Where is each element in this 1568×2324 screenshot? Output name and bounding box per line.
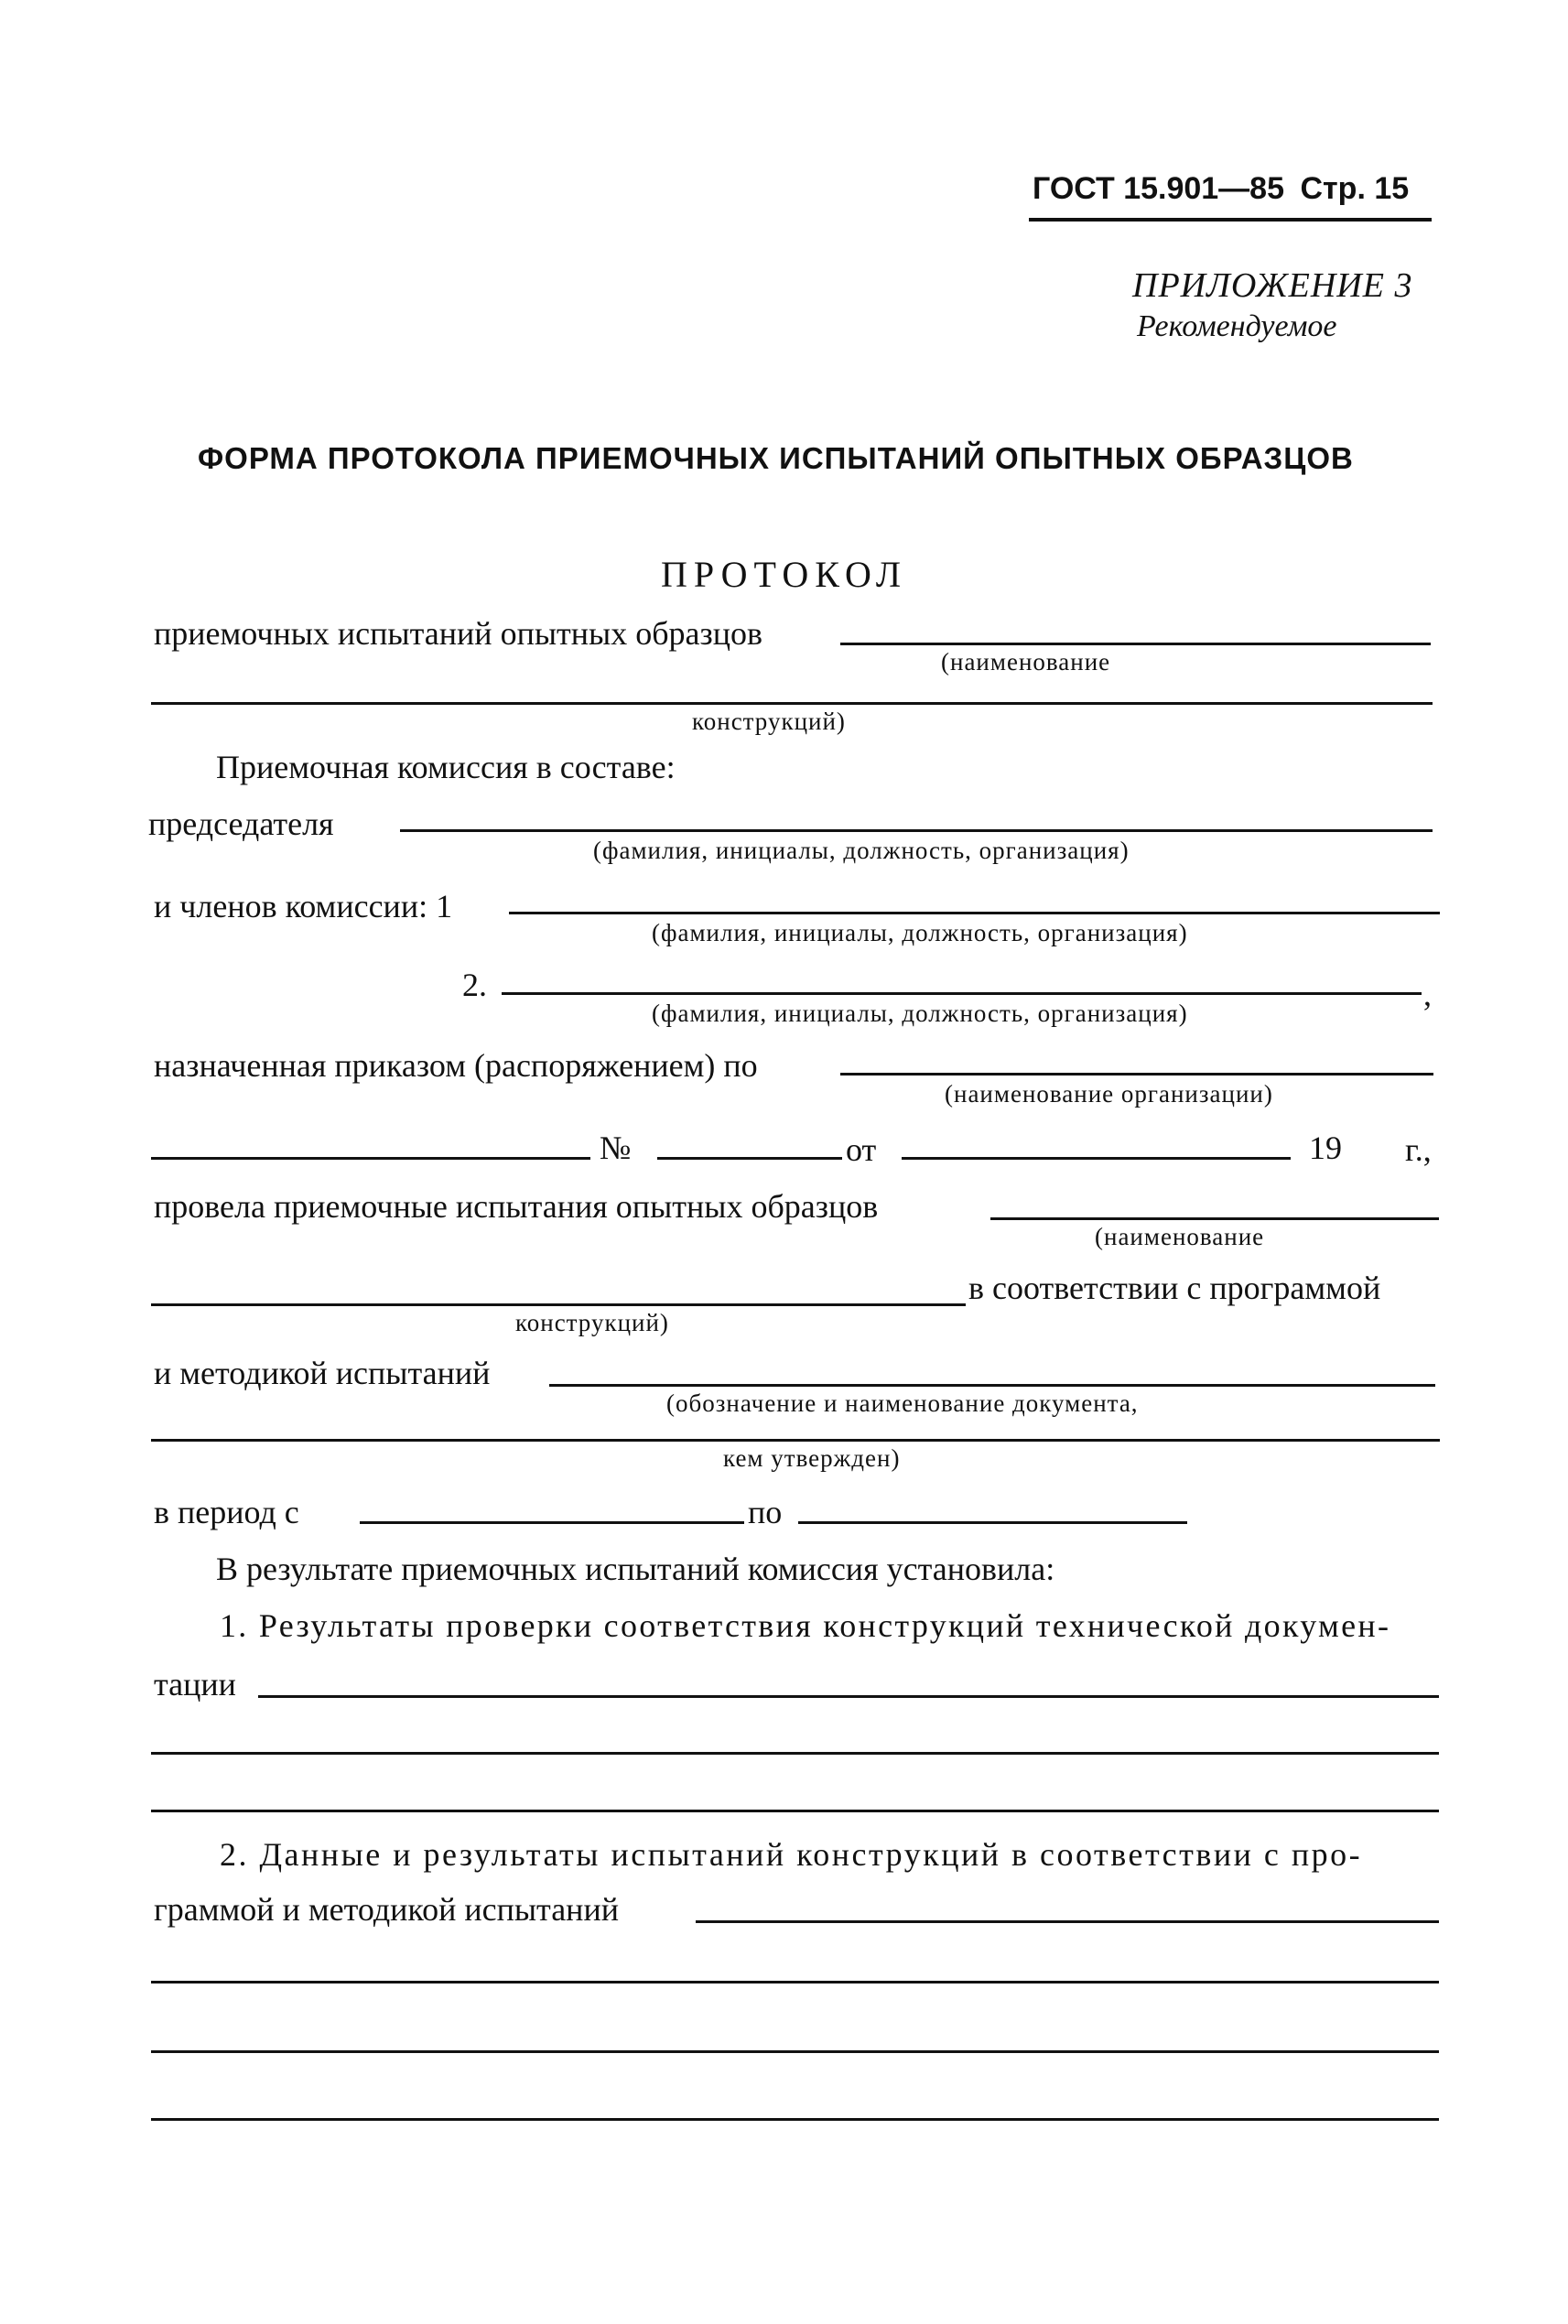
item2-field[interactable] [696, 1920, 1439, 1923]
member1-field[interactable] [509, 912, 1440, 914]
doc-hint: (обозначение и наименование документа, [666, 1389, 1139, 1417]
chairman-label: председателя [148, 805, 334, 842]
commission-intro: Приемочная комиссия в составе: [216, 749, 676, 785]
item1-field-3[interactable] [151, 1810, 1439, 1812]
protocol-heading: ПРОТОКОЛ [661, 554, 908, 595]
program-label: в соответствии с программой [968, 1270, 1381, 1306]
order-number-field[interactable] [657, 1157, 842, 1160]
item2-line2: граммой и методикой испытаний [154, 1891, 619, 1928]
org-hint: (наименование организации) [945, 1080, 1273, 1108]
members-label: и членов комиссии: 1 [154, 888, 453, 924]
standard-number: ГОСТ 15.901—85 [1033, 171, 1285, 206]
year-suffix: г., [1405, 1131, 1432, 1168]
year-label: 19 [1309, 1130, 1342, 1166]
subject-label: приемочных испытаний опытных образцов [154, 615, 762, 652]
item1-line2: тации [154, 1666, 236, 1702]
tested-field[interactable] [990, 1217, 1439, 1220]
order-date-field[interactable] [902, 1157, 1291, 1160]
item2-line1: 2. Данные и результаты испытаний конструкций в соответствии с про- [220, 1836, 1363, 1873]
period-to-field[interactable] [798, 1521, 1187, 1524]
item2-field-3[interactable] [151, 2050, 1439, 2053]
number-label: № [600, 1130, 632, 1166]
period-label: в период с [154, 1494, 299, 1530]
order-name-field[interactable] [151, 1157, 590, 1160]
subject-field-2[interactable] [151, 702, 1433, 705]
appendix-label: ПРИЛОЖЕНИЕ 3 [1132, 266, 1413, 305]
subject-field[interactable] [840, 643, 1431, 645]
period-from-field[interactable] [360, 1521, 744, 1524]
tested-field-2[interactable] [151, 1303, 966, 1306]
member2-field[interactable] [502, 992, 1422, 995]
item2-field-2[interactable] [151, 1981, 1439, 1984]
item1-field-2[interactable] [151, 1752, 1439, 1755]
method-field-2[interactable] [151, 1439, 1440, 1442]
appendix-type: Рекомендуемое [1137, 309, 1337, 343]
page-number: Стр. 15 [1300, 171, 1410, 206]
period-to-label: по [748, 1494, 783, 1530]
subject-hint-2: конструкций) [692, 708, 846, 735]
member2-hint: (фамилия, инициалы, должность, организация) [652, 1000, 1188, 1027]
member2-label: 2. [462, 967, 487, 1003]
item1-field[interactable] [258, 1695, 1439, 1698]
tested-hint: (наименование [1095, 1223, 1265, 1250]
result-intro: В результате приемочных испытаний комиссия установила: [216, 1551, 1055, 1587]
method-field[interactable] [549, 1384, 1435, 1387]
chairman-hint: (фамилия, инициалы, должность, организация) [593, 837, 1130, 864]
from-label: от [846, 1131, 877, 1168]
item2-field-4[interactable] [151, 2118, 1439, 2121]
form-title: ФОРМА ПРОТОКОЛА ПРИЕМОЧНЫХ ИСПЫТАНИЙ ОПЫТНЫХ ОБРАЗЦОВ [198, 441, 1354, 475]
subject-hint: (наименование [941, 648, 1111, 676]
tested-hint-2: конструкций) [515, 1309, 669, 1336]
doc-hint-2: кем утвержден) [723, 1444, 901, 1472]
item1-line1: 1. Результаты проверки соответствия конструкций технической докумен- [220, 1607, 1391, 1644]
header-rule [1029, 218, 1432, 222]
org-field[interactable] [840, 1073, 1433, 1076]
appointed-label: назначенная приказом (распоряжением) по [154, 1047, 758, 1084]
member2-comma: , [1423, 976, 1432, 1012]
member1-hint: (фамилия, инициалы, должность, организация) [652, 919, 1188, 946]
method-label: и методикой испытаний [154, 1355, 491, 1391]
chairman-field[interactable] [400, 829, 1433, 832]
tested-label: провела приемочные испытания опытных образцов [154, 1188, 879, 1225]
